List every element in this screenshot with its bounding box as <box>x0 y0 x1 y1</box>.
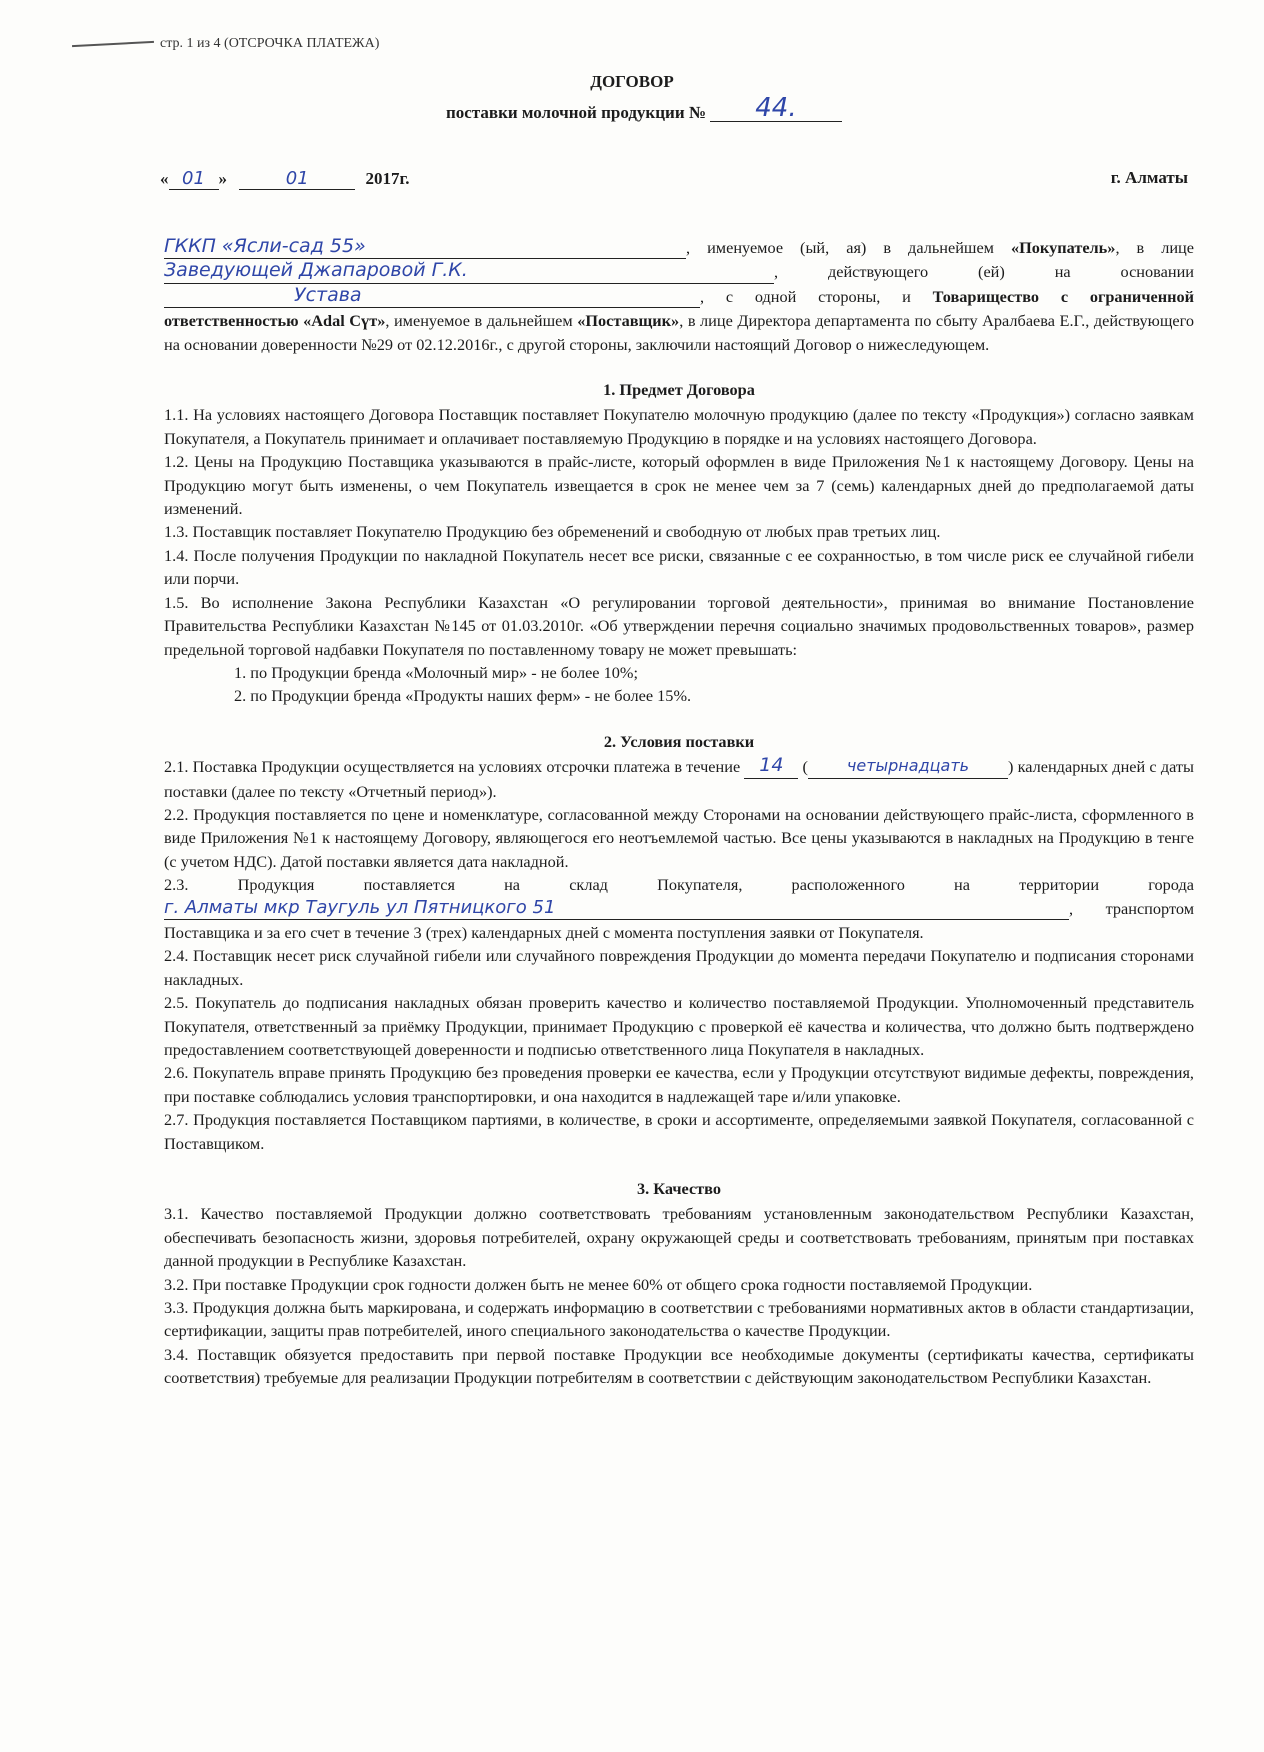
document-body <box>164 236 1194 1390</box>
clause-2-3-text-a: 2.3. Продукция поставляется на склад Покупателя, расположенного на территории города <box>164 875 1194 895</box>
preamble-text-4: , с одной стороны, и <box>700 286 933 306</box>
deferral-days-handwritten: 14 <box>759 754 784 777</box>
buyer-name-field <box>164 235 686 259</box>
page-stamp-text: стр. 1 из 4 (ОТСРОЧКА ПЛАТЕЖА) <box>160 36 380 51</box>
preamble <box>164 236 1194 356</box>
supplier-term: «Поставщик» <box>577 311 680 331</box>
representative-field <box>164 259 774 283</box>
preamble-text-6: , в лице Директора департамента по сбыту Аралбаева Е.Г., действующего на основании доверенности №29 от 02.12.2016г., с другой стороны, заключили настоящий Договор о нижеследующем. <box>164 311 1195 354</box>
clause-2-1: 2.1. Поставка Продукции осуществляется на условиях отсрочки платежа в течение 14 ( четырнадцать ) календарных дней с даты поставки (далее по тексту «Отчетный период»). <box>164 754 1194 801</box>
contract-date <box>160 168 410 190</box>
document-title: ДОГОВОР <box>590 72 674 91</box>
preamble-text-3: , действующего (ей) на основании <box>774 262 1194 282</box>
clause-1-4: 1.4. После получения Продукции по накладной Покупатель несет все риски, связанные с ее сохранностью, в том числе риск ее случайной гибели или порчи. <box>164 545 1194 589</box>
clause-1-1: 1.1. На условиях настоящего Договора Поставщик поставляет Покупателю молочную продукцию (далее по тексту «Продукция») согласно заявкам Покупателя, а Покупатель принимает и оплачивает поставляемую Продукцию в порядке и на условиях настоящего Договора. <box>164 405 1194 448</box>
buyer-term: «Покупатель» <box>1010 238 1116 257</box>
pen-mark <box>72 41 154 47</box>
deferral-days-field <box>744 754 798 778</box>
clause-1-2: 1.2. Цены на Продукцию Поставщика указываются в прайс-листе, который оформлен в виде Приложения №1 к настоящему Договору. Цены на Продукцию могут быть изменены, о чем Покупатель извещается в срок не менее чем за 7 (семь) календарных дней до предполагаемой даты изменений. <box>164 452 1194 519</box>
clause-3-2: 3.2. При поставке Продукции срок годности должен быть не менее 60% от общего срока годности поставляемой Продукции. <box>164 1274 1033 1294</box>
clause-2-7: 2.7. Продукция поставляется Поставщиком партиями, в количестве, в сроки и ассортименте, определяемыми заявкой Покупателя, согласованной с Поставщиком. <box>164 1110 1194 1153</box>
basis-field <box>164 284 700 308</box>
date-month-handwritten: 01 <box>285 168 309 189</box>
supplier-company-name: Товарищество с ограниченной ответственностью «Adal Сүт» <box>164 286 1195 331</box>
clause-2-1-text-b: календарных дней с даты поставки (далее по тексту «Отчетный период»). <box>164 757 1194 801</box>
representative-handwritten: Заведующей Джапаровой Г.К. <box>164 259 468 282</box>
deferral-days-words-handwritten: четырнадцать <box>846 756 970 776</box>
clause-1-5: 1.5. Во исполнение Закона Республики Казахстан «О регулировании торговой деятельности», принимая во внимание Постановление Правительства Республики Казахстан №145 от 01.03.2010г. «Об утверждении перечня социально значимых продовольственных товаров», размер предельной торговой надбавки Покупателя по поставленному товару не может превышать: <box>164 592 1194 659</box>
date-year: 2017г. <box>365 169 410 188</box>
clause-2-5: 2.5. Покупатель до подписания накладных обязан проверить качество и количество поставляемой Продукции. Уполномоченный представитель Покупателя, ответственный за приёмку Продукции, принимает Продукцию с проверкой её качества и количества, что должно быть подтверждено предоставлением соответствующей доверенности и подписью ответственного лица Покупателя в накладных. <box>164 993 1194 1059</box>
deferral-days-words-field <box>808 754 1008 778</box>
date-day-handwritten: 01 <box>182 168 205 189</box>
date-day-field <box>169 168 219 190</box>
clause-1-5-item-1: 1. по Продукции бренда «Молочный мир» - не более 10%; <box>234 662 638 682</box>
section-1-title: 1. Предмет Договора <box>603 380 755 400</box>
clause-3-3: 3.3. Продукция должна быть маркирована, и содержать информацию в соответствии с требованиями нормативных актов в области стандартизации, сертификации, защиты прав потребителей, иного специального законодательства о качестве Продукции. <box>164 1298 1194 1341</box>
preamble-text-1: , именуемое (ый, ая) в дальнейшем <box>686 238 1011 257</box>
basis-handwritten: Устава <box>294 283 362 306</box>
clause-3-4: 3.4. Поставщик обязуется предоставить при первой поставке Продукции все необходимые документы (сертификаты качества, сертификаты соответствия) требуемые для реализации Продукции потребителям в соответствии с действующим законодательством Республики Казахстан. <box>164 1344 1194 1388</box>
date-open-quote: « <box>160 169 169 188</box>
preamble-text-2: , в лице <box>1115 238 1194 257</box>
section-3-title: 3. Качество <box>636 1179 721 1199</box>
contract-city: г. Алматы <box>1110 168 1188 187</box>
page-header-stamp <box>72 36 379 52</box>
clause-2-6: 2.6. Покупатель вправе принять Продукцию без проведения проверки ее качества, если у Продукции отсутствуют видимые дефекты, повреждения, при поставке соблюдались условия транспортировки, и она находится в надлежащей таре и/или упаковке. <box>164 1063 1194 1106</box>
buyer-name-handwritten: ГККП «Ясли-сад 55» <box>164 235 366 257</box>
clause-1-3: 1.3. Поставщик поставляет Покупателю Продукцию без обременений и свободную от любых прав третьих лиц. <box>164 522 941 542</box>
section-2-title: 2. Условия поставки <box>603 731 755 751</box>
clause-2-2: 2.2. Продукция поставляется по цене и номенклатуре, согласованной между Сторонами на основании действующего прайс-листа, сформленного в виде Приложения №1 к настоящему Договору, являющегося его неотъемлемой частью. Все цены указываются в накладных на Продукцию в тенге (с учетом НДС). Датой поставки является дата накладной. <box>164 804 1194 871</box>
delivery-address-field <box>164 896 1069 920</box>
clause-2-1-text-a: 2.1. Поставка Продукции осуществляется на условиях отсрочки платежа в течение <box>164 757 745 777</box>
delivery-address-handwritten: г. Алматы мкр Таугуль ул Пятницкого 51 <box>164 896 556 918</box>
clause-3-1: 3.1. Качество поставляемой Продукции должно соответствовать требованиям установленным законодательством Республики Казахстан, обеспечивать безопасность жизни, здоровья потребителей, охрану окружающей среды и соответствовать требованиям, принятым при поставках данной продукции в Республике Казахстан. <box>164 1204 1194 1271</box>
clause-1-5-item-2: 2. по Продукции бренда «Продукты наших ферм» - не более 15%. <box>234 686 692 706</box>
clause-2-4: 2.4. Поставщик несет риск случайной гибели или случайного повреждения Продукции до момента передачи Покупателю и подписания сторонами накладных. <box>164 946 1194 989</box>
clause-2-3-text-b: , транспортом Поставщика и за его счет в течение 3 (трех) календарных дней с момента поступления заявки от Покупателя. <box>164 898 1194 942</box>
contract-number-handwritten: 44. <box>755 93 797 123</box>
date-month-field <box>239 168 355 190</box>
contract-number-field <box>710 93 842 123</box>
preamble-text-5: , именуемое в дальнейшем <box>385 311 578 331</box>
document-subtitle <box>446 93 842 124</box>
clause-2-3 <box>164 873 1194 944</box>
subtitle-text: поставки молочной продукции № <box>446 103 706 122</box>
date-close-quote: » <box>218 169 227 188</box>
